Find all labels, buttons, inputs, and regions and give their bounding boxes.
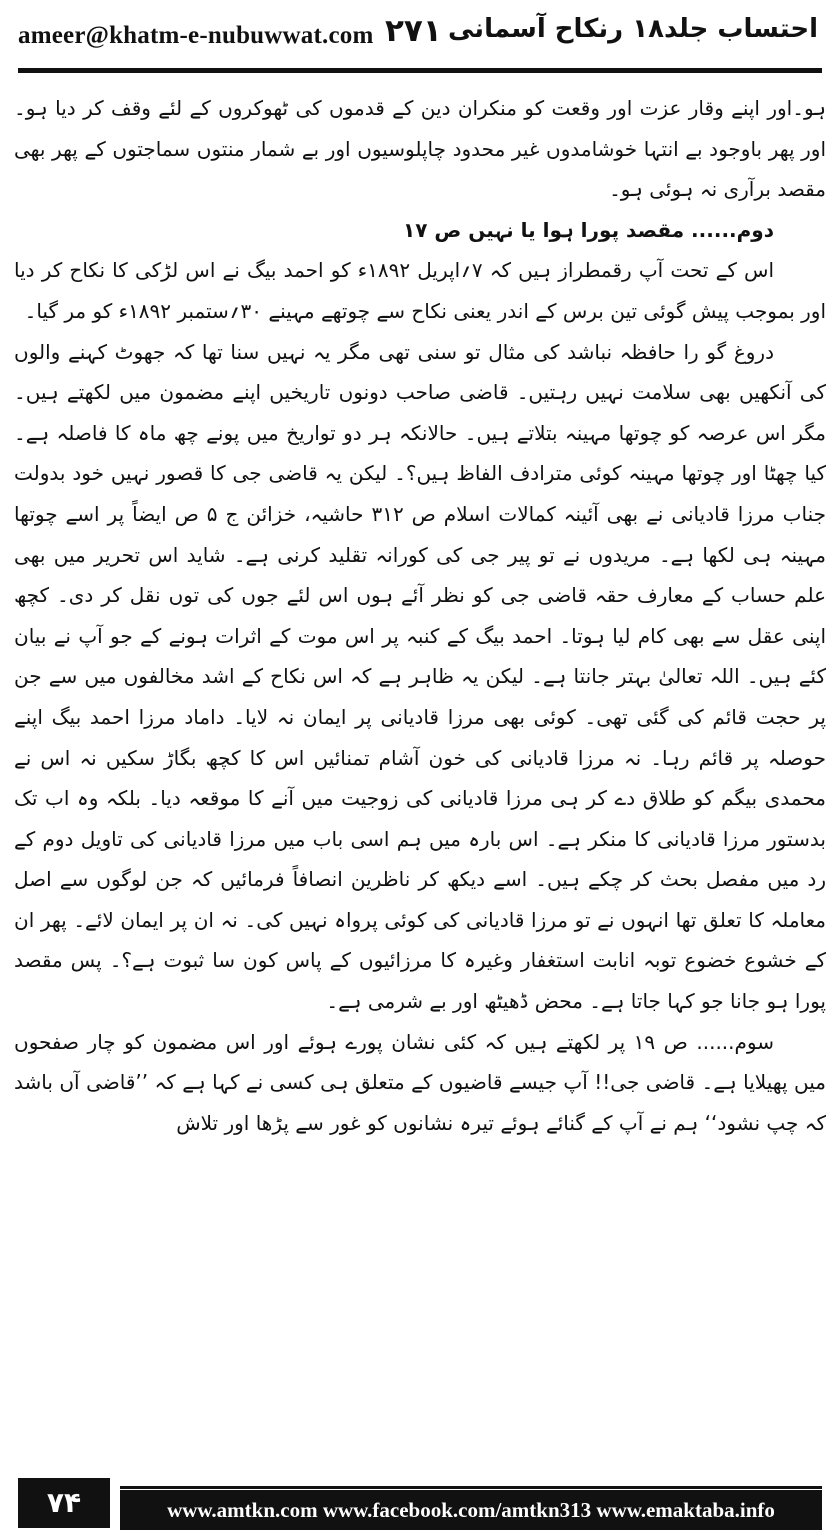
footer-page-number: ۷۴ — [18, 1478, 110, 1528]
page-footer — [0, 1478, 840, 1540]
page-body — [14, 88, 826, 1444]
paragraph-5-som: سوم...... ص ۱۹ پر لکھتے ہیں کہ کئی نشان پورے ہوئے اور اس مضمون کو چار صفحوں میں پھیلایا ہے۔ قاضی جی!! آپ جیسے قاضیوں کے متعلق ہی کسی نے کہا ہے کہ ’’قاضی آں باشد کہ چپ نشود‘‘ ہم نے آپ کے گنائے ہوئے تیرہ نشانوں کو غور سے پڑھا اور تلاش — [14, 1029, 826, 1135]
paragraph-4: دروغ گو را حافظہ نباشد کی مثال تو سنی تھی مگر یہ نہیں سنا تھا کہ جھوٹ کہنے والوں کی آنکھیں بھی سلامت نہیں رہتیں۔ قاضی صاحب دونوں تاریخیں اپنے مضمون میں لکھتے ہیں۔ مگر اس عرصہ کو چوتھا مہینہ بتلاتے ہیں۔ حالانکہ ہر دو تواریخ میں پونے چھ ماہ کا فاصلہ ہے۔ کیا چھٹا اور چوتھا مہینہ کوئی مترادف الفاظ ہیں؟۔ لیکن یہ قاضی جی کا قصور نہیں خود بدولت جناب مرزا قادیانی نے بھی آئینہ کمالات اسلام ص ۳۱۲ حاشیہ، خزائن ج ۵ ص ایضاً پر اسے چوتھا مہینہ ہی لکھا ہے۔ مریدوں نے تو پیر جی کی کورانہ تقلید کرنی ہے۔ شاید اس تحریر میں بھی علم حساب کے معارف حقہ قاضی جی کو نظر آئے ہوں اس لئے جوں کی توں نقل کر دی۔ کچھ اپنی عقل سے بھی کام لیا ہوتا۔ احمد بیگ کے کنبہ پر اس موت کے اثرات ہونے کے جو آپ نے بیان کئے ہیں۔ اللہ تعالیٰ بہتر جانتا ہے۔ لیکن یہ ظاہر ہے کہ اس نکاح کے اشد مخالفوں میں سے جن پر حجت قائم کی گئی تھی۔ کوئی بھی مرزا قادیانی پر ایمان نہ لایا۔ داماد مرزا احمد بیگ اپنے حوصلہ پر قائم رہا۔ نہ مرزا قادیانی کی خون آشام تمنائیں اس کا کچھ بگاڑ سکیں نہ اس نے محمدی بیگم کو طلاق دے کر ہی مرزا قادیانی کی زوجیت میں آنے کا موقعہ دیا۔ بلکہ وہ اب تک بدستور مرزا قادیانی کا منکر ہے۔ اس بارہ میں ہم اسی باب میں مرزا قادیانی کی تاویل دوم کے رد میں مفصل بحث کر چکے ہیں۔ اسے دیکھ کر ناظرین انصافاً فرمائیں کہ جن لوگوں سے اصل معاملہ کا تعلق تھا انہوں نے تو مرزا قادیانی کی کوئی پرواہ نہیں کی۔ نہ ان پر ایمان لائے۔ پھر ان کے خشوع خضوع توبہ انابت استغفار وغیرہ کا مرزائیوں کے پاس کون سا ثبوت ہے؟۔ پس مقصد پورا ہو جانا جو کہا جاتا ہے۔ محض ڈھیٹھ اور بے شرمی ہے۔ — [14, 339, 826, 1014]
header-divider — [18, 68, 822, 73]
page-header — [0, 0, 840, 78]
paragraph-2-heading-dom: دوم...... مقصد پورا ہوا یا نہیں ص ۱۷ — [403, 217, 774, 242]
header-email: ameer@khatm-e-nubuwwat.com — [18, 22, 374, 49]
paragraph-3: اس کے تحت آپ رقمطراز ہیں کہ ۷؍اپریل ۱۸۹۲ء کو احمد بیگ نے اس لڑکی کا نکاح کر دیا اور بموجب پیش گوئی تین برس کے اندر یعنی نکاح سے چوتھے مہینے ۳۰؍ستمبر ۱۸۹۲ء کو مر گیا۔ — [14, 258, 826, 323]
header-book-title: احتساب جلد۱۸ رنکاح آسمانی — [448, 14, 818, 44]
footer-urls: www.amtkn.com www.facebook.com/amtkn313 www.emaktaba.info — [120, 1490, 822, 1530]
paragraph-1: ہو۔اور اپنے وقار عزت اور وقعت کو منکران دین کے قدموں کی ٹھوکروں کے لئے وقف کر دیا ہو۔ اور پھر باوجود بے انتہا خوشامدوں غیر محدود چاپلوسیوں اور بے شمار منتوں سماجتوں کے پھر بھی مقصد برآری نہ ہوئی ہو۔ — [14, 96, 826, 202]
footer-divider — [120, 1486, 822, 1489]
header-page-number: ۲۷۱ — [385, 13, 442, 49]
